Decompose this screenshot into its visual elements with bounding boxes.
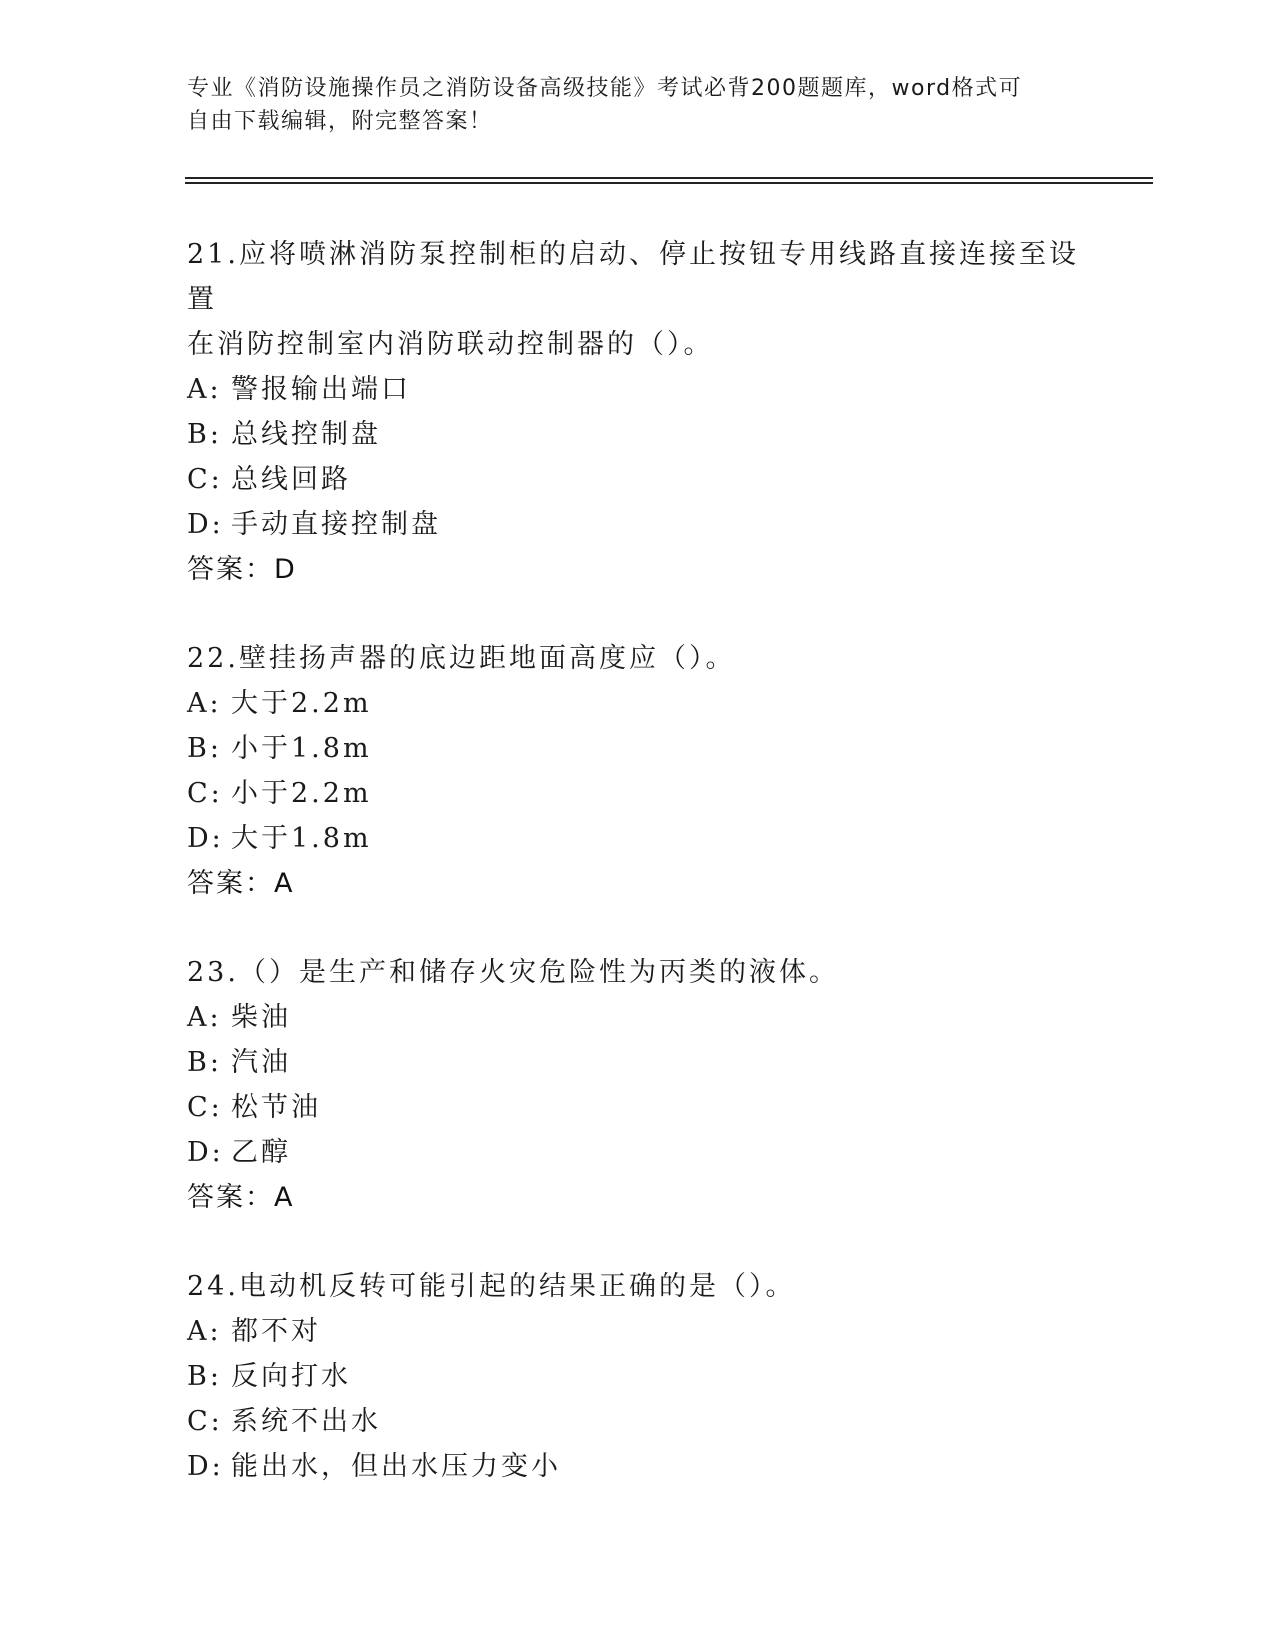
option-key: C: [187,1406,223,1437]
question-22 [187,636,1087,906]
option-a [187,1309,1087,1354]
option-text: 能出水，但出水压力变小 [231,1451,561,1482]
option-a [187,995,1087,1040]
option-text: 手动直接控制盘 [231,509,441,540]
answer-line: 答案：D [187,554,297,585]
document-header [187,72,1067,138]
option-text: 汽油 [231,1047,291,1078]
option-d [187,816,1087,861]
option-key: C: [187,1092,223,1123]
question-text-line: 21.应将喷淋消防泵控制柜的启动、停止按钮专用线路直接连接至设置 [187,239,1079,315]
option-key: A: [187,1316,222,1347]
option-b [187,1040,1087,1085]
option-text: 总线控制盘 [231,419,381,450]
option-text: 总线回路 [231,464,351,495]
answer-line: 答案：A [187,868,295,899]
option-text: 柴油 [231,1002,291,1033]
option-b [187,412,1087,457]
option-text: 小于1.8m [231,733,372,764]
option-c [187,1399,1087,1444]
option-key: B: [187,1361,222,1392]
question-24 [187,1264,1087,1489]
option-key: D: [187,823,224,854]
option-a [187,681,1087,726]
option-text: 警报输出端口 [231,374,411,405]
answer-line: 答案：A [187,1182,295,1213]
question-23 [187,950,1087,1220]
option-key: A: [187,374,222,405]
option-key: D: [187,1451,224,1482]
option-c [187,1085,1087,1130]
option-key: B: [187,1047,222,1078]
question-text-line: 24.电动机反转可能引起的结果正确的是（）。 [187,1271,796,1302]
option-key: A: [187,688,222,719]
option-key: C: [187,464,223,495]
option-c [187,457,1087,502]
question-list [187,232,1087,1533]
option-key: B: [187,419,222,450]
option-b [187,1354,1087,1399]
question-text-line: 23.（）是生产和储存火灾危险性为丙类的液体。 [187,957,839,988]
header-divider-top [185,177,1153,179]
option-text: 乙醇 [231,1137,291,1168]
option-text: 反向打水 [231,1361,351,1392]
option-key: A: [187,1002,222,1033]
header-divider-bottom [185,182,1153,184]
option-text: 松节油 [231,1092,321,1123]
option-text: 小于2.2m [231,778,372,809]
question-text-line: 在消防控制室内消防联动控制器的（）。 [187,329,714,360]
option-c [187,771,1087,816]
option-text: 大于1.8m [231,823,372,854]
option-text: 都不对 [231,1316,321,1347]
option-d [187,1130,1087,1175]
option-d [187,502,1087,547]
option-a [187,367,1087,412]
question-21 [187,232,1087,592]
option-b [187,726,1087,771]
option-key: D: [187,509,224,540]
option-key: B: [187,733,222,764]
option-text: 系统不出水 [231,1406,381,1437]
header-line-2: 自由下载编辑，附完整答案！ [187,109,493,134]
option-key: D: [187,1137,224,1168]
option-text: 大于2.2m [231,688,372,719]
option-d [187,1444,1087,1489]
option-key: C: [187,778,223,809]
question-text-line: 22.壁挂扬声器的底边距地面高度应（）。 [187,643,736,674]
header-line-1: 专业《消防设施操作员之消防设备高级技能》考试必背200题题库，word格式可 [187,76,1023,101]
